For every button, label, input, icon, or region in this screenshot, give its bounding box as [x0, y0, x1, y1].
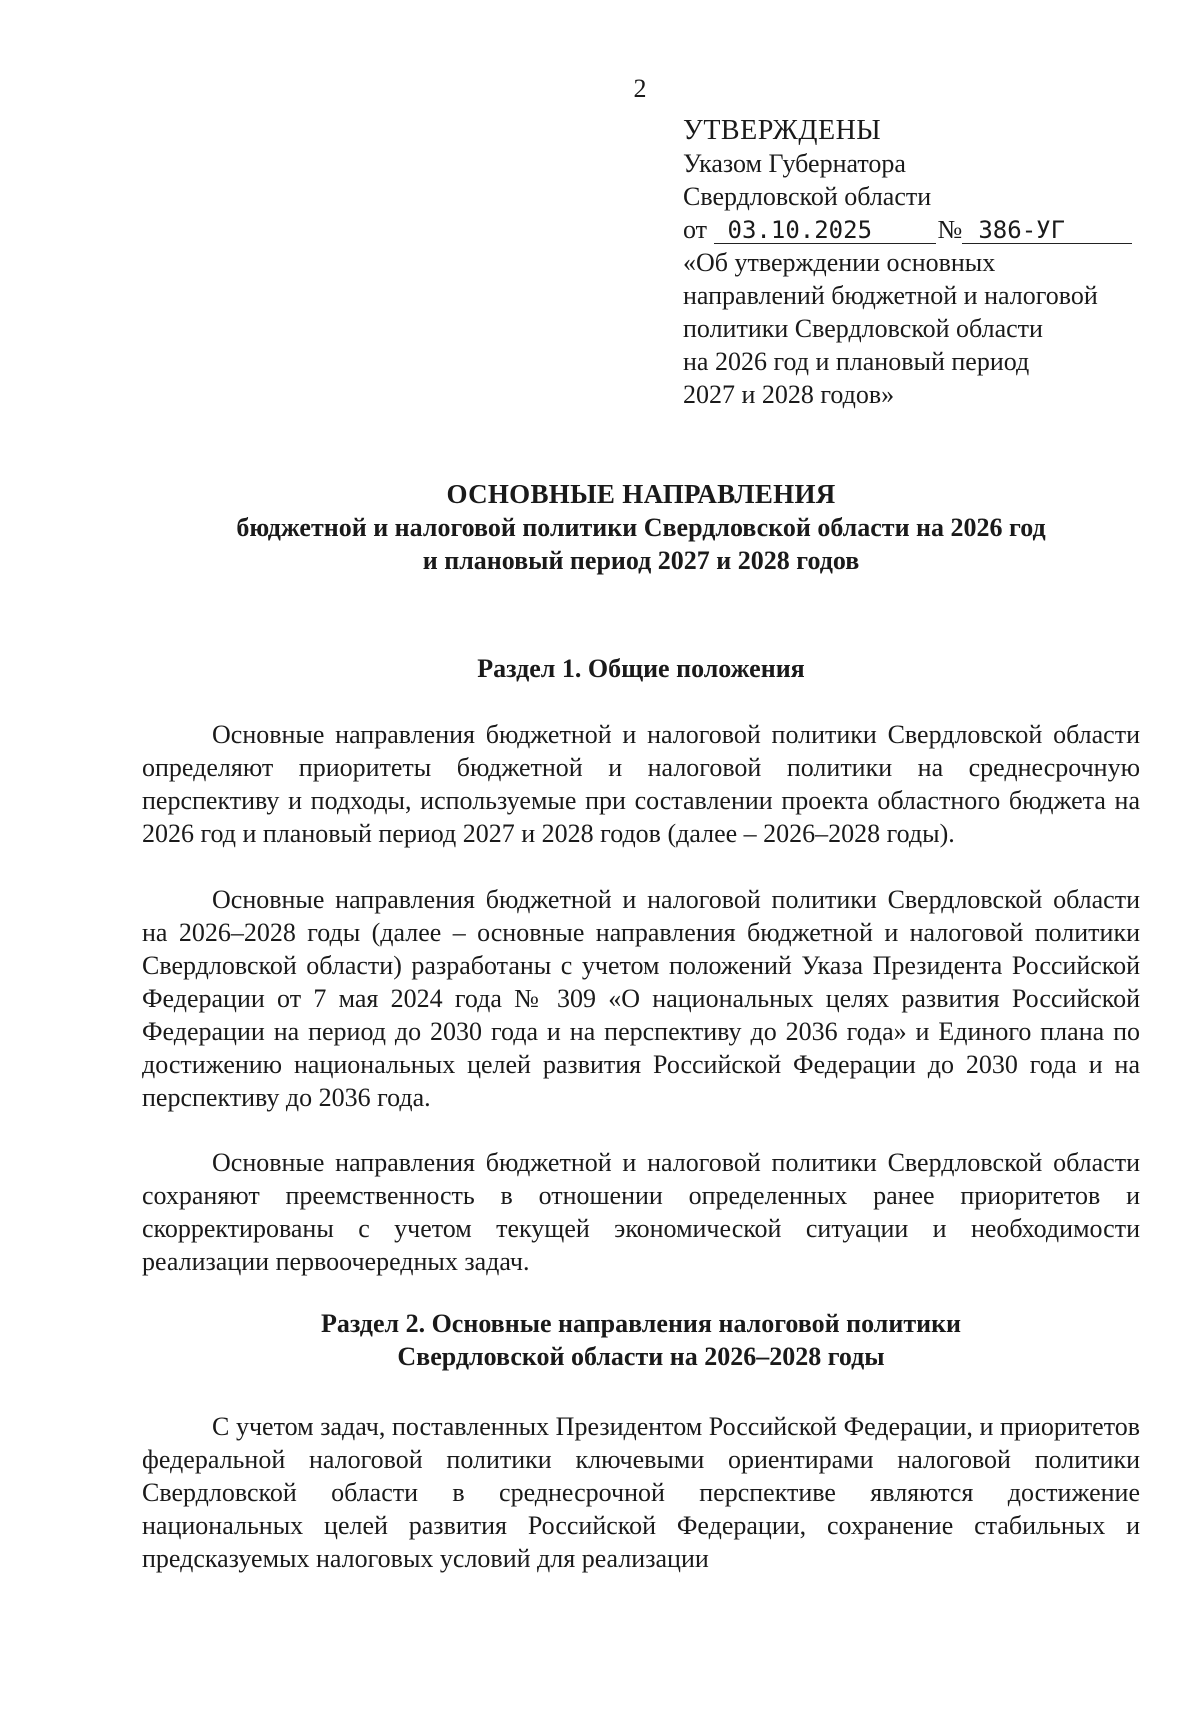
approval-block	[683, 114, 1153, 411]
section-1-paragraph-3: Основные направления бюджетной и налоговой политики Свердловской области сохраняют преемственность в отношении определенных ранее приоритетов и скорректированы с учетом текущей экономической ситуации и необходимости реализации первоочередных задач.	[142, 1148, 1140, 1276]
section-2-heading-line: Раздел 2. Основные направления налоговой политики	[320, 1309, 962, 1338]
section-1-paragraph-2: Основные направления бюджетной и налоговой политики Свердловской области на 2026–2028 годы (далее – основные направления бюджетной и налоговой политики Свердловской области) разработаны с учетом положений Указа Президента Российской Федерации от 7 мая 2024 года № 309 «О национальных целях развития Российской Федерации на период до 2030 года и на перспективу до 2036 года» и Единого плана по достижению национальных целей развития Российской Федерации до 2030 года и на перспективу до 2036 года.	[142, 885, 1140, 1112]
number-sign: №	[937, 215, 963, 244]
approved-by-line: Указом Губернатора	[683, 149, 906, 178]
decree-date: 03.10.2025	[714, 217, 936, 244]
section-2-heading-line: Свердловской области на 2026–2028 годы	[397, 1342, 885, 1371]
decree-number: 386-УГ	[962, 217, 1132, 244]
decree-subject-line: на 2026 год и плановый период	[683, 347, 1030, 376]
page-number: 2	[633, 74, 647, 103]
section-1-heading-text: Раздел 1. Общие положения	[477, 654, 805, 683]
decree-subject-line: «Об утверждении основных	[683, 248, 996, 277]
document-title	[140, 478, 1142, 577]
date-prefix: от	[683, 215, 708, 244]
decree-subject-line: политики Свердловской области	[683, 314, 1043, 343]
section-1-heading	[140, 652, 1142, 685]
section-2-paragraph-1: С учетом задач, поставленных Президентом Российской Федерации, и приоритетов федеральной налоговой политики ключевыми ориентирами налоговой политики Свердловской области в среднесрочной перспективе являются достижение национальных целей развития Российской Федерации, сохранение стабильных и предсказуемых налоговых условий для реализации	[142, 1412, 1140, 1573]
decree-date-number-line	[683, 213, 1153, 246]
section-1-paragraph-1: Основные направления бюджетной и налоговой политики Свердловской области определяют приоритеты бюджетной и налоговой политики на среднесрочную перспективу и подходы, используемые при составлении проекта областного бюджета на 2026 год и плановый период 2027 и 2028 годов (далее – 2026–2028 годы).	[142, 720, 1140, 848]
section-2-heading	[140, 1307, 1142, 1373]
region-line: Свердловской области	[683, 182, 932, 211]
document-title-subtitle: и плановый период 2027 и 2028 годов	[422, 546, 860, 575]
decree-subject-line: 2027 и 2028 годов»	[683, 380, 895, 409]
document-title-subtitle: бюджетной и налоговой политики Свердловской области на 2026 год	[236, 513, 1046, 542]
decree-subject-line: направлений бюджетной и налоговой	[683, 281, 1098, 310]
approved-label: УТВЕРЖДЕНЫ	[683, 115, 882, 146]
document-title-main: ОСНОВНЫЕ НАПРАВЛЕНИЯ	[446, 479, 836, 509]
